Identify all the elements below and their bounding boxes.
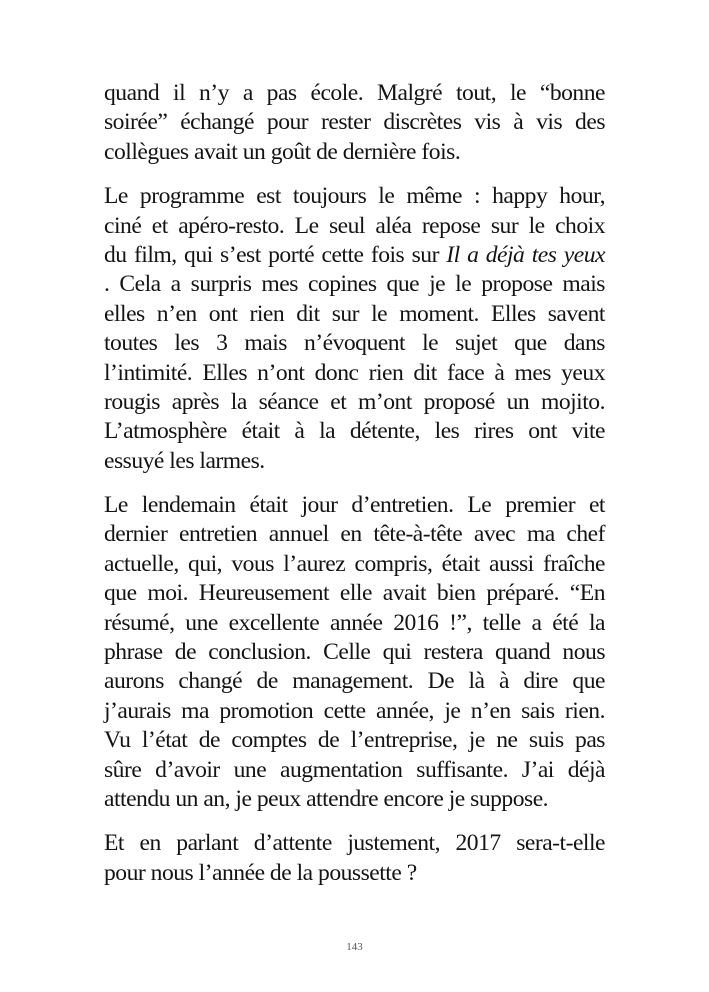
- text-line: Et en parlant d’attente justement, 2017 sera-t-elle: [104, 830, 605, 857]
- text-line: que moi. Heureusement elle avait bien préparé. “En: [104, 580, 605, 607]
- text-line: pour nous l’année de la poussette ?: [104, 859, 417, 886]
- paragraph-spacer: [104, 476, 605, 491]
- text-line: L’atmosphère était à la détente, les rires ont vite: [104, 418, 605, 445]
- text-line: rougis après la séance et m’ont proposé un mojito.: [104, 388, 605, 415]
- paragraph-spacer: [104, 167, 605, 182]
- text-line: Le lendemain était jour d’entretien. Le premier et: [104, 492, 605, 519]
- text-line: attendu un an, je peux attendre encore je suppose.: [104, 785, 549, 812]
- text-line: ciné et apéro-resto. Le seul aléa repose sur le choix: [104, 212, 605, 239]
- paragraph-4: [104, 829, 605, 888]
- text-line: soirée” échangé pour rester discrètes vis à vis des: [104, 109, 605, 136]
- text-line: phrase de conclusion. Celle qui restera quand nous: [104, 639, 605, 666]
- text-line: elles n’en ont rien dit sur le moment. Elles savent: [104, 300, 605, 327]
- paragraph-spacer: [104, 814, 605, 829]
- text-line: résumé, une excellente année 2016 !”, telle a été la: [104, 609, 605, 636]
- text-line-with-title: [104, 241, 605, 270]
- text-fragment: du film, qui s’est porté cette fois sur: [104, 241, 439, 268]
- text-line: Vu l’état de comptes de l’entreprise, je ne suis pas: [104, 727, 605, 754]
- text-line: j’aurais ma promotion cette année, je n’en sais rien.: [104, 697, 605, 724]
- paragraph-2: [104, 182, 605, 476]
- text-line: Le programme est toujours le même : happy hour,: [104, 183, 605, 210]
- text-line: l’intimité. Elles n’ont donc rien dit face à mes yeux: [104, 359, 605, 386]
- text-line: dernier entretien annuel en tête-à-tête avec ma chef: [104, 521, 605, 548]
- text-line: actuelle, qui, vous l’aurez compris, était aussi fraîche: [104, 550, 605, 577]
- paragraph-3: [104, 491, 605, 814]
- text-line: essuyé les larmes.: [104, 447, 265, 474]
- text-line: toutes les 3 mais n’évoquent le sujet que dans: [104, 330, 605, 357]
- text-line: quand il n’y a pas école. Malgré tout, le “bonne: [104, 80, 605, 106]
- text-line: aurons changé de management. De là à dire que: [104, 668, 605, 695]
- paragraph-1: [104, 79, 605, 167]
- text-line: sûre d’avoir une augmentation suffisante. J’ai déjà: [104, 756, 605, 783]
- film-title: Il a déjà tes yeux: [446, 241, 605, 268]
- page-number: 143: [346, 941, 363, 953]
- text-line: collègues avait un goût de dernière fois.: [104, 138, 461, 165]
- body-text: [104, 79, 605, 888]
- text-line: . Cela a surpris mes copines que je le propose mais: [104, 271, 605, 298]
